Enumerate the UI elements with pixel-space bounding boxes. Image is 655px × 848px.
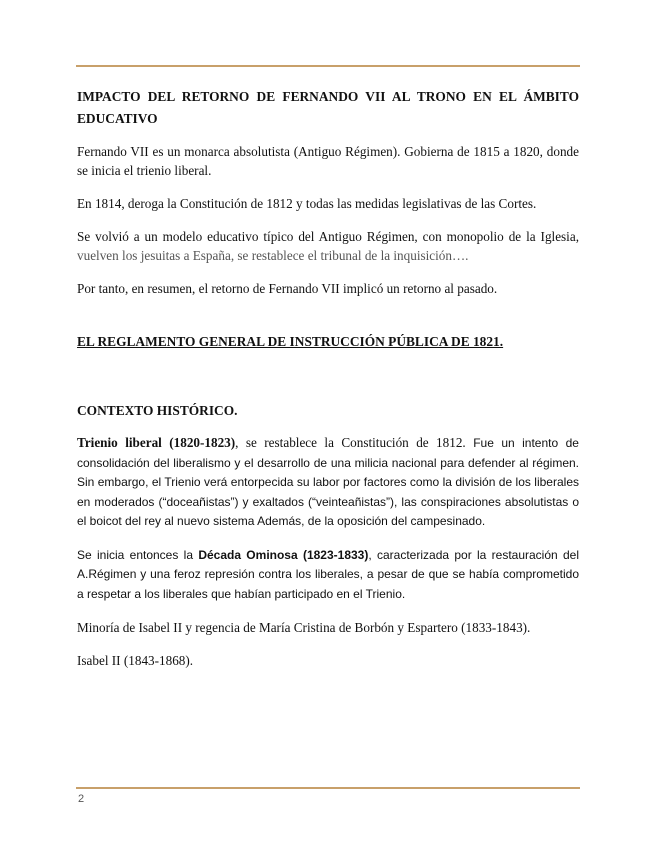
paragraph-resumen: Por tanto, en resumen, el retorno de Fernando VII implicó un retorno al pasado. xyxy=(77,281,498,296)
trienio-text-1: , se restablece la Constitución de 1812. xyxy=(235,435,466,450)
section-heading-reglamento: EL REGLAMENTO GENERAL DE INSTRUCCIÓN PÚBLICA DE 1821. xyxy=(77,334,504,349)
document-body xyxy=(77,86,579,670)
paragraph-modelo-line1: Se volvió a un modelo educativo típico del Antiguo Régimen, con monopolio de la Iglesia, xyxy=(77,229,579,244)
page-number: 2 xyxy=(78,793,85,805)
trienio-bold: Trienio liberal (1820-1823) xyxy=(77,435,236,450)
paragraph-modelo-educativo xyxy=(77,227,579,265)
paragraph-trienio xyxy=(77,433,579,532)
footer-rule xyxy=(76,787,580,789)
decada-bold: Década Ominosa (1823-1833) xyxy=(198,547,369,562)
section-heading-retorno: IMPACTO DEL RETORNO DE FERNANDO VII AL TRONO EN EL ÁMBITO EDUCATIVO xyxy=(77,89,579,126)
decada-rest: , caracterizada por la restauración del A.Régimen y una feroz represión contra los liberales, a pesar de que se había comprometido a respetar a los liberales que habían participado en el Trienio. xyxy=(77,547,580,601)
paragraph-deroga: En 1814, deroga la Constitución de 1812 y todas las medidas legislativas de las Cortes. xyxy=(77,196,537,211)
trienio-text-2: Fue un intento de consolidación del liberalismo y el desarrollo de una milicia nacional para defender al régimen. xyxy=(77,436,579,470)
paragraph-fernando: Fernando VII es un monarca absolutista (Antiguo Régimen). Gobierna de 1815 a 1820, donde se inicia el trienio liberal. xyxy=(77,144,579,178)
decada-pre: Se inicia entonces la xyxy=(77,547,199,562)
trienio-text-3: Sin embargo, el Trienio verá entorpecida su labor por factores como la división de los liberales en moderados (“doceañistas”) y exaltados (“veinteañistas”), las conspiraciones absolutistas o el boicot del rey al nuevo sistema Además, de la oposición del campesinado. xyxy=(77,475,579,528)
header-rule xyxy=(76,65,580,67)
section-heading-contexto: CONTEXTO HISTÓRICO. xyxy=(77,403,238,418)
paragraph-decada xyxy=(77,546,579,605)
paragraph-isabel: Isabel II (1843-1868). xyxy=(77,653,194,668)
paragraph-minoria: Minoría de Isabel II y regencia de María Cristina de Borbón y Espartero (1833-1843). xyxy=(77,620,531,635)
paragraph-modelo-line2: vuelven los jesuitas a España, se restablece el tribunal de la inquisición…. xyxy=(77,248,469,263)
